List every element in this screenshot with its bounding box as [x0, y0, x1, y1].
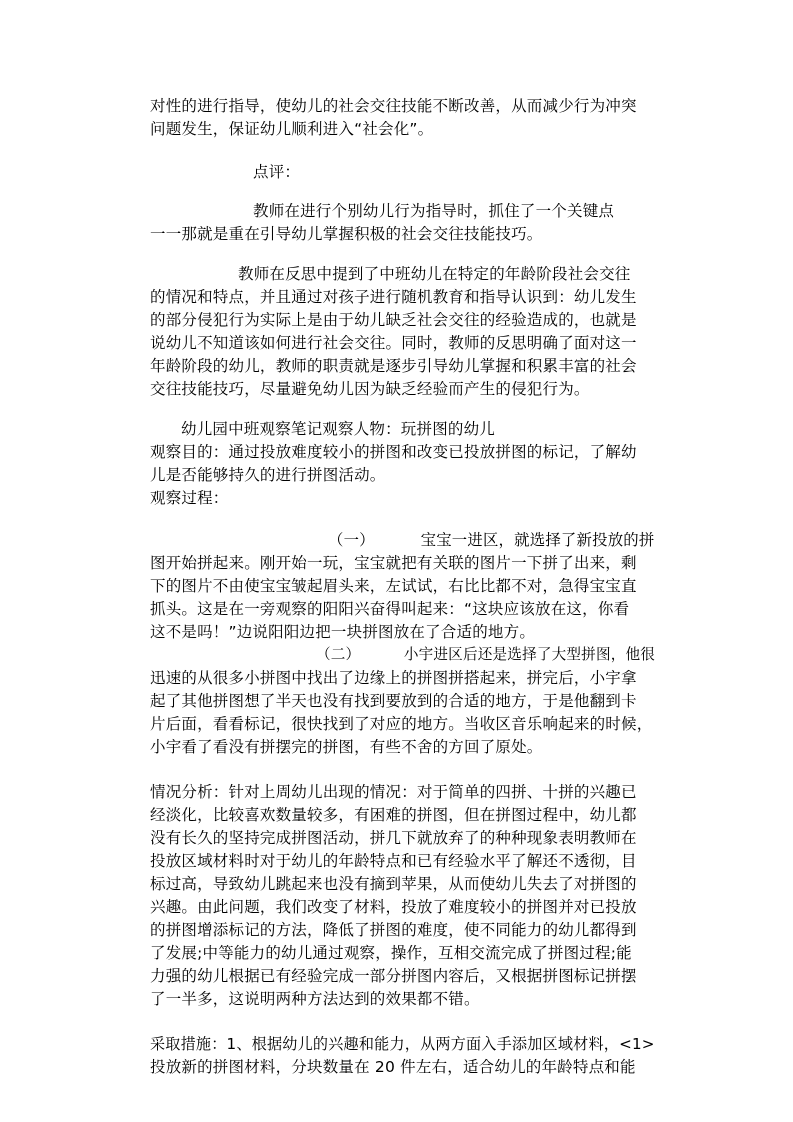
text-line: 儿是否能够持久的进行拼图活动。 — [150, 466, 386, 484]
text-line: 图开始拼起来。刚开始一玩，宝宝就把有关联的图片一下拼了出来，剩 — [150, 554, 637, 572]
text-line: 片后面，看看标记，很快找到了对应的地方。当收区音乐响起来的时候， — [150, 715, 653, 733]
text-line: 年龄阶段的幼儿，教师的职责就是逐步引导幼儿掌握和积累丰富的社会 — [150, 357, 637, 375]
section-label: 点评： — [253, 163, 301, 181]
text-line: 抓头。这是在一旁观察的阳阳兴奋得叫起来：“这块应该放在这，你看 — [150, 600, 630, 618]
text-line: 说幼儿不知道该如何进行社会交往。同时，教师的反思明确了面对这一 — [150, 334, 637, 352]
text-line: 对性的进行指导，使幼儿的社会交往技能不断改善，从而减少行为冲突 — [150, 97, 637, 115]
text-line: 起了其他拼图想了半天也没有找到要放到的合适的地方，于是他翻到卡 — [150, 692, 637, 710]
text-line: 没有长久的坚持完成拼图活动，拼几下就放弃了的种种现象表明教师在 — [150, 829, 637, 847]
text-line: 问题发生，保证幼儿顺利进入“社会化”。 — [150, 120, 434, 138]
text-line: 这不是吗！”边说阳阳边把一块拼图放在了合适的地方。 — [150, 623, 536, 641]
text-line: 投放区域材料时对于幼儿的年龄特点和已有经验水平了解还不透彻，目 — [150, 852, 637, 870]
text-line: 的情况和特点，并且通过对孩子进行随机教育和指导认识到：幼儿发生 — [150, 288, 637, 306]
text-line: 交往技能技巧，尽量避免幼儿因为缺乏经验而产生的侵犯行为。 — [150, 380, 590, 398]
text-line: （二） 小宇进区后还是选择了大型拼图，他很 — [316, 646, 656, 663]
text-line: 了一半多，这说明两种方法达到的效果都不错。 — [150, 990, 480, 1008]
text-line: 投放新的拼图材料，分块数量在 20 件左右，适合幼儿的年龄特点和能 — [150, 1058, 636, 1076]
text-line: （一） 宝宝一进区，就选择了新投放的拼 — [328, 531, 655, 549]
text-line: 的部分侵犯行为实际上是由于幼儿缺乏社会交往的经验造成的，也就是 — [150, 311, 637, 329]
text-line: 情况分析：针对上周幼儿出现的情况：对于简单的四拼、十拼的兴趣已 — [150, 783, 637, 801]
text-line: 观察目的：通过投放难度较小的拼图和改变已投放拼图的标记，了解幼 — [150, 443, 637, 461]
text-line: 教师在进行个别幼儿行为指导时，抓住了一个关键点 — [253, 202, 615, 220]
text-line: 小宇看了看没有拼摆完的拼图，有些不舍的方回了原处。 — [150, 738, 543, 756]
text-line: 力强的幼儿根据已有经验完成一部分拼图内容后，又根据拼图标记拼摆 — [150, 967, 637, 985]
text-line: 迅速的从很多小拼图中找出了边缘上的拼图拼搭起来，拼完后，小宇拿 — [150, 669, 637, 687]
text-line: 兴趣。由此问题，我们改变了材料，投放了难度较小的拼图并对已投放 — [150, 898, 637, 916]
text-line: 的拼图增添标记的方法，降低了拼图的难度，使不同能力的幼儿都得到 — [150, 921, 637, 939]
text-line: 了发展;中等能力的幼儿通过观察，操作，互相交流完成了拼图过程;能 — [150, 944, 632, 962]
text-line: 采取措施：1、根据幼儿的兴趣和能力，从两方面入手添加区域材料，<1> — [150, 1035, 655, 1053]
text-line: 一一那就是重在引导幼儿掌握积极的社会交往技能技巧。 — [150, 225, 543, 243]
text-line: 下的图片不由使宝宝皱起眉头来，左试试，右比比都不对，急得宝宝直 — [150, 577, 637, 595]
text-line: 教师在反思中提到了中班幼儿在特定的年龄阶段社会交往 — [238, 265, 631, 283]
section-label: 观察过程： — [150, 489, 229, 507]
observation-title: 幼儿园中班观察笔记观察人物：玩拼图的幼儿 — [181, 420, 496, 438]
text-line: 标过高，导致幼儿跳起来也没有摘到苹果，从而使幼儿失去了对拼图的 — [150, 875, 637, 893]
text-line: 经淡化，比较喜欢数量较多，有困难的拼图，但在拼图过程中，幼儿都 — [150, 806, 637, 824]
